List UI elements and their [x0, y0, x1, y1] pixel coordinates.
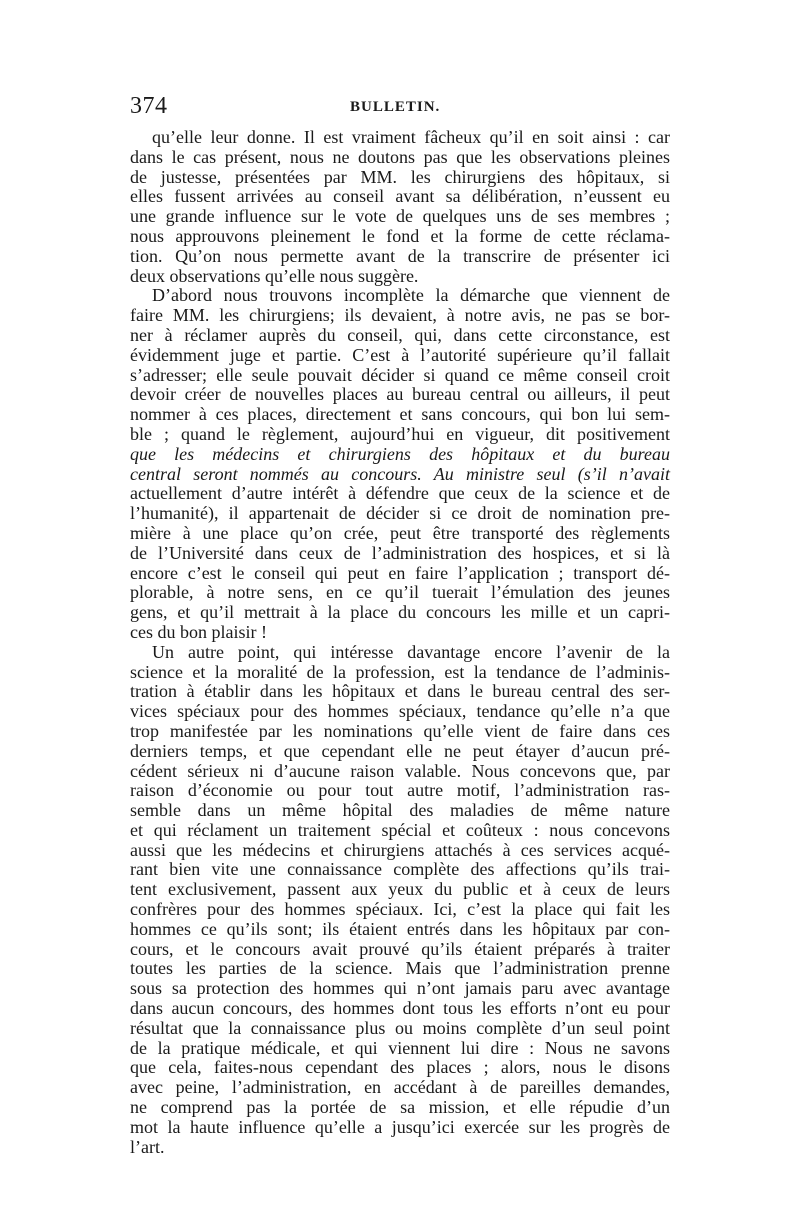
page-number: 374 — [130, 93, 168, 119]
text-line: tration à établir dans les hôpitaux et dans le bureau central des ser- — [130, 681, 670, 702]
text-line: vices spéciaux pour des hommes spéciaux, tendance qu’elle n’a que — [130, 701, 670, 722]
text-line: semble dans un même hôpital des maladies de même nature — [130, 800, 670, 821]
text-line: raison d’économie ou pour tout autre motif, l’administration ras- — [130, 780, 670, 801]
text-line: cours, et le concours avait prouvé qu’ils étaient préparés à traiter — [130, 938, 670, 959]
text-line: ble ; quand le règlement, aujourd’hui en vigueur, dit positivement — [130, 423, 670, 444]
text-line: que cela, faites-nous cependant des places ; alors, nous le disons — [130, 1057, 670, 1078]
text-line: faire MM. les chirurgiens; ils devaient, à notre avis, ne pas se bor- — [130, 305, 670, 326]
text-line: et qui réclament un traitement spécial et coûteux : nous concevons — [130, 819, 670, 840]
text-line: D’abord nous trouvons incomplète la démarche que viennent de — [152, 285, 670, 306]
text-line: une grande influence sur le vote de quelques uns de ses membres ; — [130, 206, 670, 227]
text-line: nommer à ces places, directement et sans concours, qui bon lui sem- — [130, 404, 670, 425]
text-line: de la pratique médicale, et qui viennent lui dire : Nous ne savons — [130, 1037, 670, 1058]
text-line: Un autre point, qui intéresse davantage encore l’avenir de la — [152, 641, 670, 662]
text-line: encore c’est le conseil qui peut en faire l’application ; transport dé- — [130, 562, 670, 583]
text-line: gens, et qu’il mettrait à la place du concours les mille et un capri- — [130, 602, 670, 623]
body-text — [130, 128, 670, 1157]
text-line: ces du bon plaisir ! — [130, 621, 267, 642]
text-line: l’humanité), il appartenait de décider si ce droit de nomination pre- — [130, 503, 670, 524]
text-line: confrères pour des hommes spéciaux. Ici, c’est la place qui fait les — [130, 899, 670, 920]
text-line: dans le cas présent, nous ne doutons pas que les observations pleines — [130, 146, 670, 167]
text-line: sous sa protection des hommes qui n’ont jamais paru avec avantage — [130, 978, 670, 999]
text-line: plorable, à notre sens, en ce qu’il tuerait l’émulation des jeunes — [130, 582, 670, 603]
text-line: avec peine, l’administration, en accédant à de pareilles demandes, — [130, 1077, 670, 1098]
text-line: résultat que la connaissance plus ou moins complète d’un seul point — [130, 1017, 670, 1038]
text-line: mière à une place qu’on crée, peut être transporté des règlements — [130, 522, 670, 543]
text-line: mot la haute influence qu’elle a jusqu’ici exercée sur les progrès de — [130, 1116, 670, 1137]
text-line: qu’elle leur donne. Il est vraiment fâcheux qu’il en soit ainsi : car — [152, 127, 670, 147]
text-line: rant bien vite une connaissance complète des affections qu’ils trai- — [130, 859, 670, 880]
text-line: deux observations qu’elle nous suggère. — [130, 265, 419, 286]
text-line: aussi que les médecins et chirurgiens attachés à ces services acqué- — [130, 839, 670, 860]
text-line: ner à réclamer auprès du conseil, qui, dans cette circonstance, est — [130, 324, 670, 345]
text-line: tion. Qu’on nous permette avant de la transcrire de présenter ici — [130, 245, 670, 266]
text-line: de justesse, présentées par MM. les chirurgiens des hôpitaux, si — [130, 166, 670, 187]
text-line: hommes ce qu’ils sont; ils étaient entrés dans les hôpitaux par con- — [130, 918, 670, 939]
text-line: toutes les parties de la science. Mais que l’administration prenne — [130, 958, 670, 979]
text-line: ne comprend pas la portée de sa mission, et elle répudie d’un — [130, 1097, 670, 1118]
text-line: science et la moralité de la profession, est la tendance de l’adminis- — [130, 661, 670, 682]
text-line: nous approuvons pleinement le fond et la forme de cette réclama- — [130, 225, 670, 246]
text-line: de l’Université dans ceux de l’administration des hospices, et si là — [130, 542, 670, 563]
text-line: actuellement d’autre intérêt à défendre que ceux de la science et de — [130, 483, 670, 504]
text-line: l’art. — [130, 1136, 165, 1157]
text-line: central seront nommés au concours. Au ministre seul (s’il n’avait — [130, 463, 670, 484]
text-line: évidemment juge et partie. C’est à l’autorité supérieure qu’il fallait — [130, 344, 670, 365]
text-line: derniers temps, et que cependant elle ne peut étayer d’aucun pré- — [130, 740, 670, 761]
text-line: dans aucun concours, des hommes dont tous les efforts n’ont eu pour — [130, 998, 670, 1019]
page-header — [130, 93, 670, 123]
text-line: trop manifestée par les nominations qu’elle vient de faire dans ces — [130, 720, 670, 741]
text-line: s’adresser; elle seule pouvait décider si quand ce même conseil croit — [130, 364, 670, 385]
running-head: BULLETIN. — [350, 99, 441, 115]
text-line: devoir créer de nouvelles places au bureau central ou ailleurs, il peut — [130, 384, 670, 405]
text-line: que les médecins et chirurgiens des hôpitaux et du bureau — [130, 443, 670, 464]
text-line: tent exclusivement, passent aux yeux du public et à ceux de leurs — [130, 879, 670, 900]
text-line: elles fussent arrivées au conseil avant sa délibération, n’eussent eu — [130, 186, 670, 207]
text-line: cédent sérieux ni d’aucune raison valable. Nous concevons que, par — [130, 760, 670, 781]
